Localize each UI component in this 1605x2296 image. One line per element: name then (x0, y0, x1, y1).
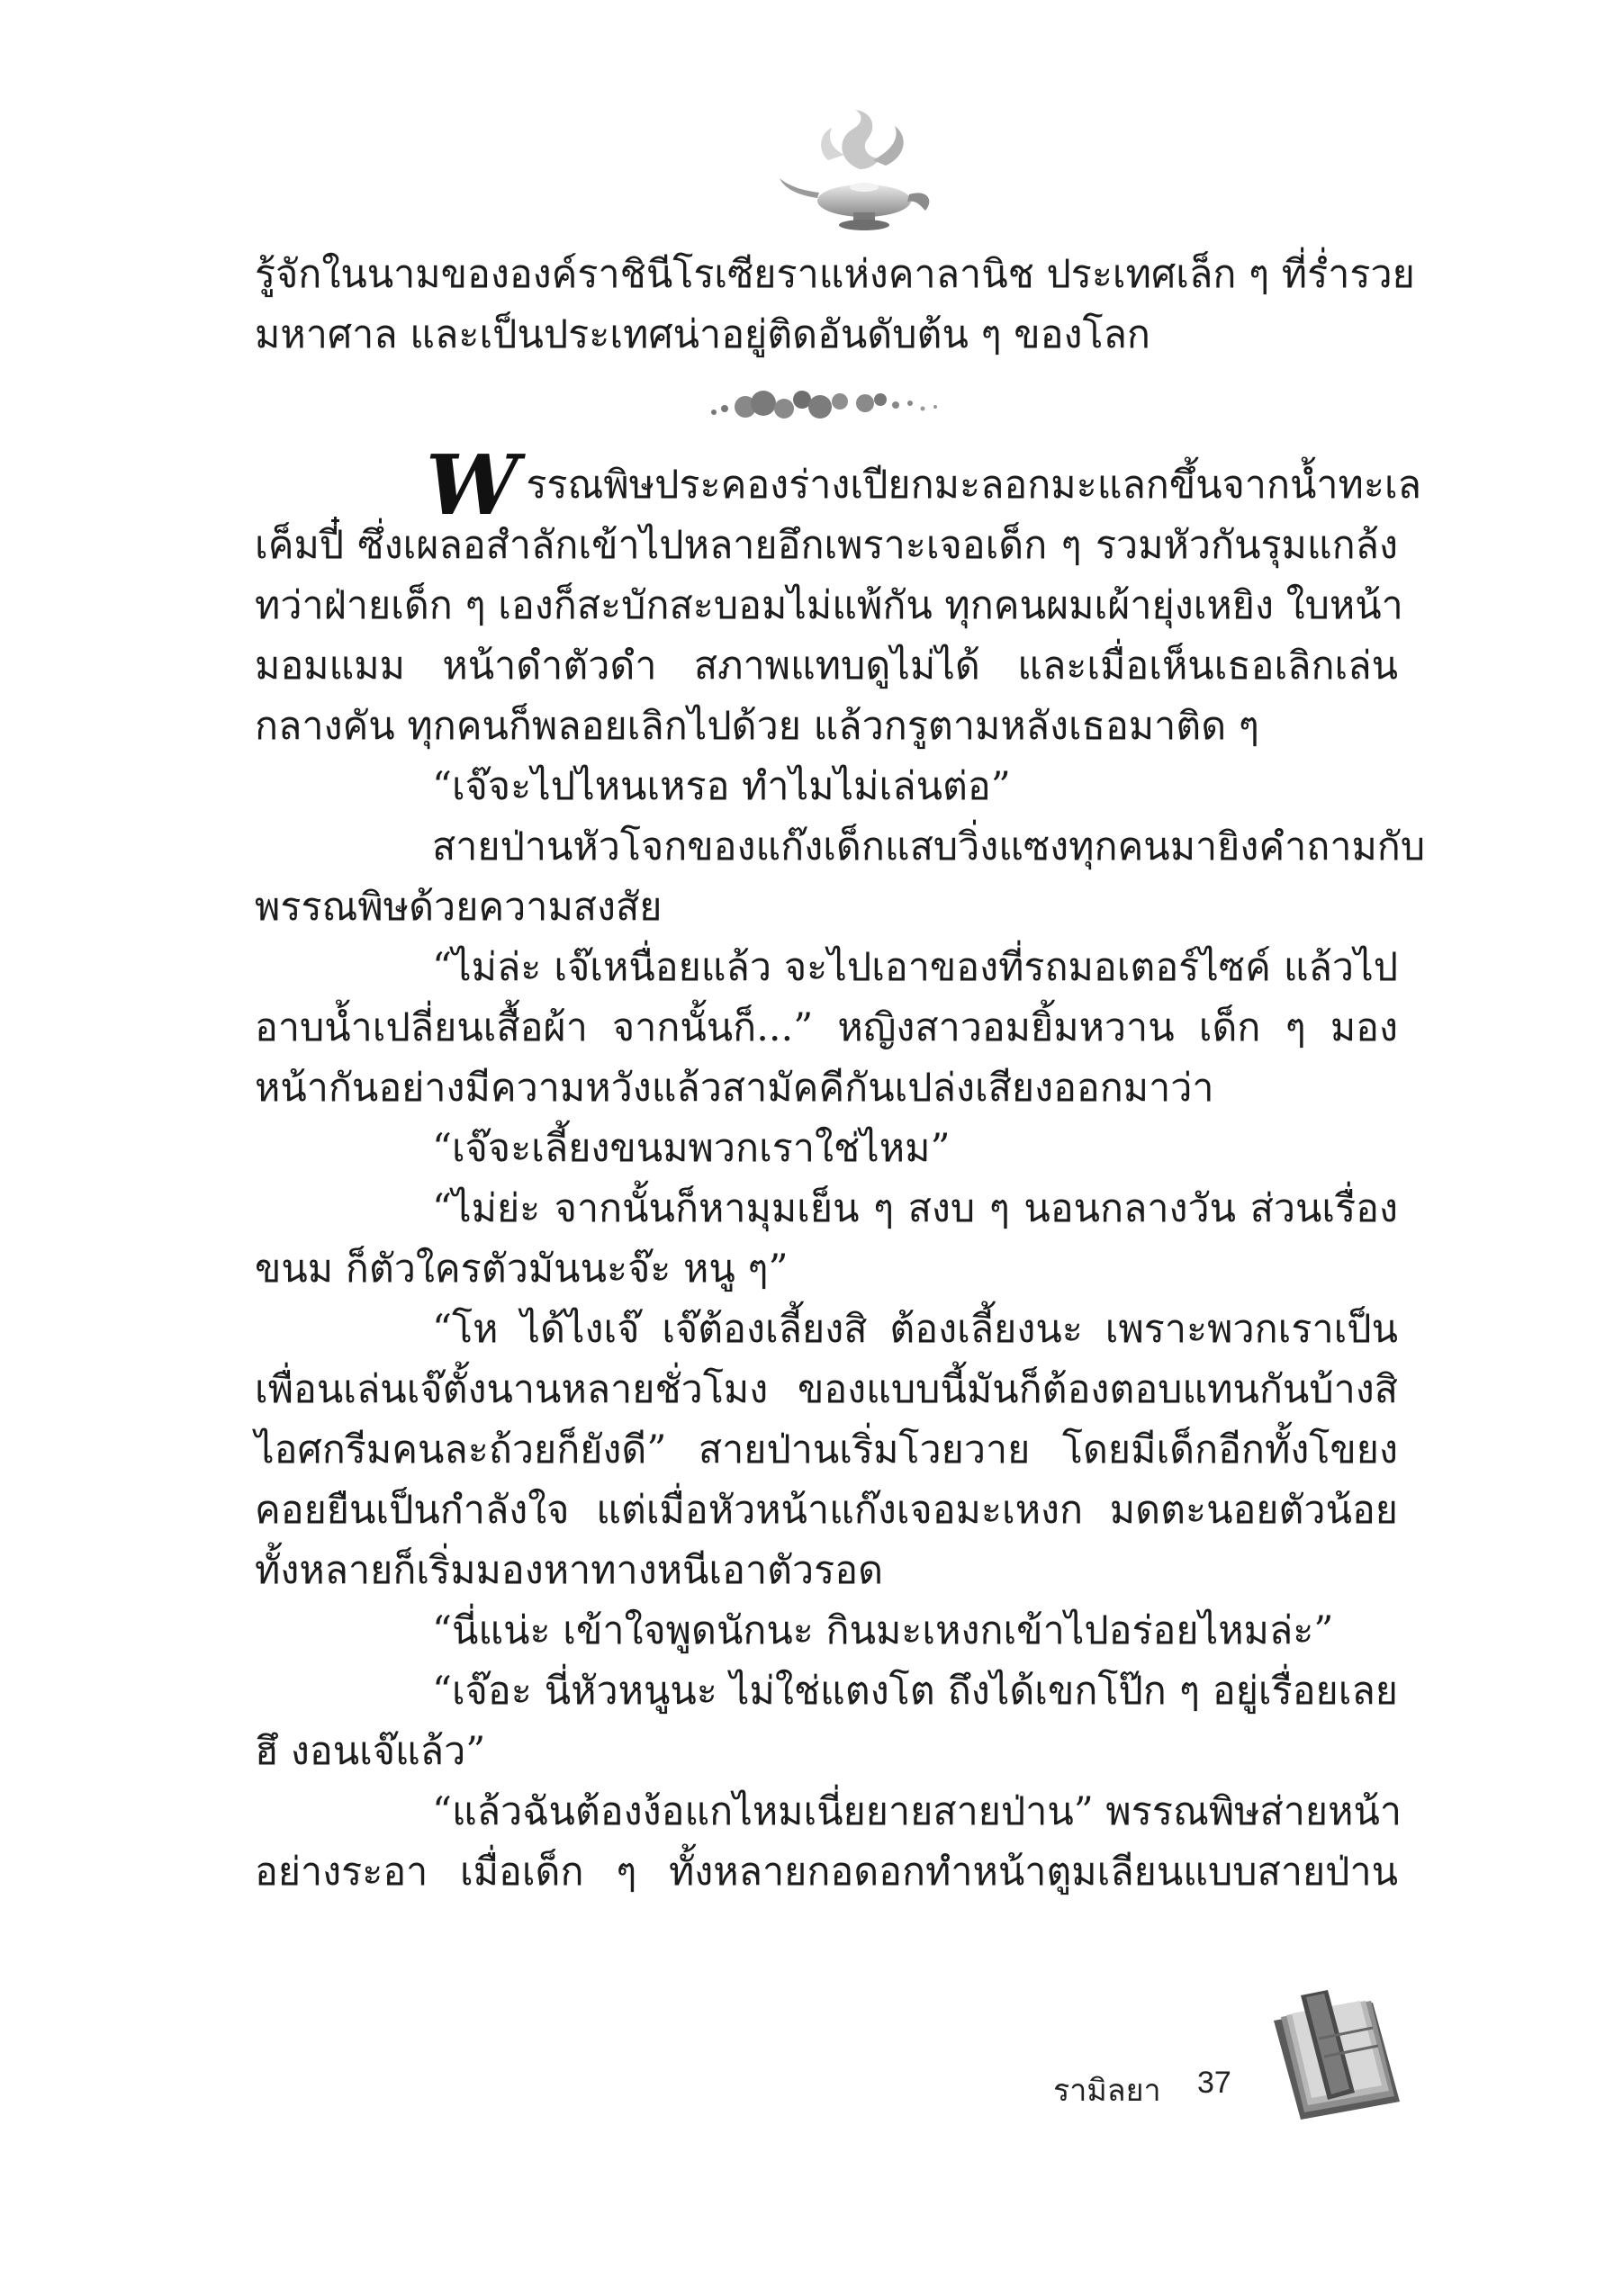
text-line: อาบน้ำเปลี่ยนเสื้อผ้า จากนั้นก็...” หญิงสาวอมยิ้มหวาน เด็ก ๆ มอง (255, 1005, 1398, 1050)
running-footer-author: รามิลยา (1053, 2074, 1161, 2108)
cloud-divider-icon (696, 376, 957, 430)
text-line: พรรณพิษด้วยความสงสัย (255, 885, 663, 930)
text-line: ขนม ก็ตัวใครตัวมันนะจ๊ะ หนู ๆ” (255, 1247, 789, 1292)
text-line: ทั้งหลายก็เริ่มมองหาทางหนีเอาตัวรอด (255, 1548, 884, 1593)
text-line: “แล้วฉันต้องง้อแกไหมเนี่ยยายสายป่าน” พรรณพิษส่ายหน้า (432, 1789, 1402, 1834)
body-text (255, 245, 1426, 1903)
genie-lamp-icon (774, 106, 954, 241)
text-line: คอยยืนเป็นกำลังใจ แต่เมื่อหัวหน้าแก๊งเจอมะเหงก มดตะนอยตัวน้อย (255, 1488, 1398, 1533)
text-line: “เจ๊จะไปไหนเหรอ ทำไมไม่เล่นต่อ” (432, 764, 1011, 809)
text-line: “เจ๊อะ นี่หัวหนูนะ ไม่ใช่แตงโต ถึงได้เขกโป๊ก ๆ อยู่เรื่อยเลย (432, 1669, 1398, 1714)
text-line: ฮึ งอนเจ๊แล้ว” (255, 1729, 486, 1774)
drop-cap: W (426, 437, 519, 534)
text-line: สายป่านหัวโจกของแก๊งเด็กแสบวิ่งแซงทุกคนมายิงคำถามกับ (432, 824, 1426, 869)
text-line: “ไม่ย่ะ จากนั้นก็หามุมเย็น ๆ สงบ ๆ นอนกลางวัน ส่วนเรื่อง (432, 1186, 1398, 1231)
text-line: กลางคัน ทุกคนก็พลอยเลิกไปด้วย แล้วกรูตามหลังเธอมาติด ๆ (255, 704, 1259, 749)
text-line: รรณพิษประคองร่างเปียกมะลอกมะแลกขึ้นจากน้ำทะเล (526, 463, 1422, 508)
book-stack-icon (1265, 1985, 1404, 2129)
text-line: “นี่แน่ะ เข้าใจพูดนักนะ กินมะเหงกเข้าไปอร่อยไหมล่ะ” (432, 1608, 1334, 1653)
text-line: รู้จักในนามขององค์ราชินีโรเซียราแห่งคาลานิช ประเทศเล็ก ๆ ที่ร่ำรวย (255, 252, 1415, 297)
text-line: อย่างระอา เมื่อเด็ก ๆ ทั้งหลายกอดอกทำหน้าตูมเลียนแบบสายป่าน (255, 1850, 1398, 1895)
page-number: 37 (1197, 2066, 1231, 2100)
text-line: หน้ากันอย่างมีความหวังแล้วสามัคคีกันเปล่งเสียงออกมาว่า (255, 1066, 1214, 1111)
text-line: เพื่อนเล่นเจ๊ตั้งนานหลายชั่วโมง ของแบบนี้มันก็ต้องตอบแทนกันบ้างสิ (255, 1367, 1398, 1412)
text-line: เค็มปี๋ ซึ่งเผลอสำลักเข้าไปหลายอึกเพราะเจอเด็ก ๆ รวมหัวกันรุมแกล้ง (255, 523, 1398, 568)
text-line: “เจ๊จะเลี้ยงขนมพวกเราใช่ไหม” (432, 1126, 951, 1171)
text-line: “โห ได้ไงเจ๊ เจ๊ต้องเลี้ยงสิ ต้องเลี้ยงนะ เพราะพวกเราเป็น (432, 1307, 1398, 1352)
text-line: “ไม่ล่ะ เจ๊เหนื่อยแล้ว จะไปเอาของที่รถมอเตอร์ไซค์ แล้วไป (432, 945, 1398, 990)
drop-cap-line (255, 437, 1422, 534)
section-divider (255, 365, 1398, 455)
text-line: มอมแมม หน้าดำตัวดำ สภาพแทบดูไม่ได้ และเมื่อเห็นเธอเลิกเล่น (255, 644, 1398, 689)
text-line: มหาศาล และเป็นประเทศน่าอยู่ติดอันดับต้น ๆ ของโลก (255, 312, 1150, 357)
text-line: ทว่าฝ่ายเด็ก ๆ เองก็สะบักสะบอมไม่แพ้กัน ทุกคนผมเผ้ายุ่งเหยิง ใบหน้า (255, 583, 1403, 628)
text-line: ไอศกรีมคนละถ้วยก็ยังดี” สายป่านเริ่มโวยวาย โดยมีเด็กอีกทั้งโขยง (255, 1427, 1398, 1472)
